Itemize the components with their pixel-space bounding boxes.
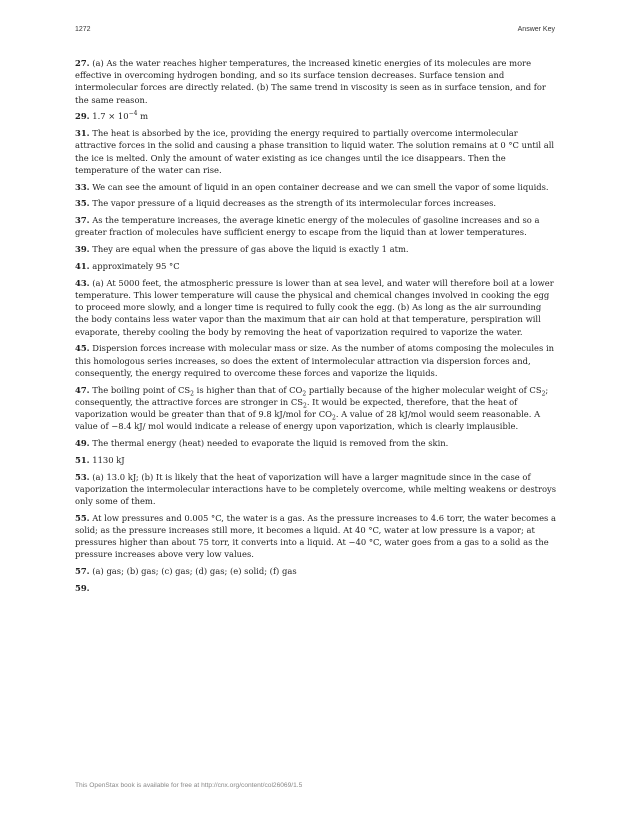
answer-53: [75, 471, 557, 508]
text-run: ; consequently, the attractive forces are stronger in CS: [75, 384, 549, 407]
answer-43: [75, 277, 557, 338]
answer-49: [75, 437, 557, 449]
answer-text: The vapor pressure of a liquid decreases as the strength of its intermolecular forces increases.: [92, 198, 497, 209]
answer-text: They are equal when the pressure of gas above the liquid is exactly 1 atm.: [92, 244, 409, 255]
text-run: The boiling point of CS: [92, 384, 191, 395]
subscript: 2: [541, 390, 546, 398]
answer-37: [75, 214, 557, 238]
answer-text: approximately 95 °C: [92, 261, 180, 271]
answer-35: [75, 197, 557, 209]
subscript: 2: [190, 390, 194, 398]
answer-41: [75, 260, 557, 272]
answer-number: 47.: [75, 384, 90, 395]
answer-text: The heat is absorbed by the ice, providing the energy required to partially overcome intermolecular attractive forces in the solid and causing a phase transition to liquid water. The solution remains at 0 °C until all the ice is melted. Only the amount of water existing as ice changes until the ice disappears. Then the temperature of the water can rise.: [75, 128, 555, 175]
answer-27: [75, 57, 557, 106]
page-number: 1272: [75, 26, 91, 33]
answer-number: 39.: [75, 244, 90, 255]
header-title: Answer Key: [517, 26, 555, 33]
answer-number: 29.: [75, 111, 90, 122]
answer-text: (a) As the water reaches higher temperatures, the increased kinetic energies of its molecules are more effective in overcoming hydrogen bonding, and so its surface tension decreases. Surface tension and intermolecular forces are directly related. (b) The same trend in viscosity is seen as in surface tension, and for the same reason.: [75, 58, 546, 105]
answer-text: At low pressures and 0.005 °C, the water is a gas. As the pressure increases to 4.6 torr, the water becomes a solid; as the pressure increases still more, it becomes a liquid. At 40 °C, water at low pressure is a vapor; at pressures higher than about 75 torr, it converts into a liquid. At −40 °C, water goes from a gas to a solid as the pressure increases above very low values.: [75, 512, 556, 560]
text-run: . It would be expected, therefore, that the heat of vaporization would be greater than that of 9.8 kJ/mol for CO: [75, 396, 518, 420]
answer-57: [75, 565, 557, 577]
text-run: . A value of 28 kJ/mol would seem reasonable. A value of −8.4 kJ/ mol would indicate a release of energy upon vaporization, which is clearly implausible.: [75, 409, 541, 432]
answer-51: [75, 454, 557, 466]
answer-text: 1130 kJ: [92, 454, 125, 465]
answer-59: [75, 582, 557, 594]
subscript: 2: [302, 390, 307, 398]
answer-text: (a) At 5000 feet, the atmospheric pressure is lower than at sea level, and water will therefore boil at a lower temperature. This lower temperature will cause the physical and chemical changes involved in cooking the egg to proceed more slowly, and a longer time is required to fully cook the egg. (b) As long as the air surrounding the body contains less water vapor than the maximum that air can hold at that temperature, perspiration will evaporate, thereby cooling the body by removing the heat of vaporization required to vaporize the water.: [75, 277, 554, 337]
answer-number: 57.: [75, 566, 90, 577]
answer-number: 53.: [75, 471, 90, 482]
answer-number: 33.: [75, 181, 90, 192]
answer-text: We can see the amount of liquid in an open container decrease and we can smell the vapor of some liquids.: [92, 181, 549, 192]
answer-47: [75, 384, 557, 433]
answer-number: 31.: [75, 128, 90, 139]
answer-31: [75, 127, 557, 176]
answer-text: The thermal energy (heat) needed to evaporate the liquid is removed from the skin.: [92, 438, 449, 449]
answer-number: 51.: [75, 454, 90, 465]
answer-number: 41.: [75, 261, 90, 271]
answer-text: Dispersion forces increase with molecular mass or size. As the number of atoms composing the molecules in this homologous series increases, so does the extent of intermolecular attraction via dispersion forces and, consequently, the energy required to overcome these forces and vaporize the liquids.: [75, 343, 555, 378]
answer-39: [75, 243, 557, 255]
answer-text: As the temperature increases, the average kinetic energy of the molecules of gasoline increases and so a greater fraction of molecules have sufficient energy to escape from the liquid than at lower temperatures.: [75, 215, 540, 238]
answer-45: [75, 342, 557, 379]
answer-number: 37.: [75, 215, 90, 226]
answer-list: [75, 57, 557, 599]
answer-number: 59.: [75, 583, 90, 594]
answer-text: [75, 385, 548, 432]
answer-number: 55.: [75, 512, 90, 523]
text-run: partially because of the higher molecular weight of CS: [306, 384, 542, 395]
answer-number: 27.: [75, 58, 90, 68]
answer-33: [75, 181, 557, 193]
subscript: 2: [303, 402, 307, 410]
answer-29: [75, 110, 557, 122]
footer-text: This OpenStax book is available for free at http://cnx.org/content/col26069/1.5: [75, 782, 303, 789]
answer-number: 45.: [75, 343, 90, 354]
subscript: 2: [331, 414, 336, 422]
answer-55: [75, 512, 557, 561]
exponent: −4: [128, 110, 138, 118]
answer-number: 43.: [75, 277, 90, 288]
text-run: is higher than that of CO: [194, 384, 303, 395]
answer-unit: m: [137, 111, 149, 122]
answer-text: 1.7 × 10: [92, 111, 129, 122]
answer-number: 49.: [75, 438, 90, 449]
answer-number: 35.: [75, 198, 90, 209]
answer-text: (a) gas; (b) gas; (c) gas; (d) gas; (e) solid; (f) gas: [92, 566, 297, 577]
answer-text: (a) 13.0 kJ; (b) It is likely that the heat of vaporization will have a larger magnitude since in the case of vaporization the intermolecular interactions have to be completely overcome, while melting weakens or destroys only some of them.: [75, 471, 557, 507]
